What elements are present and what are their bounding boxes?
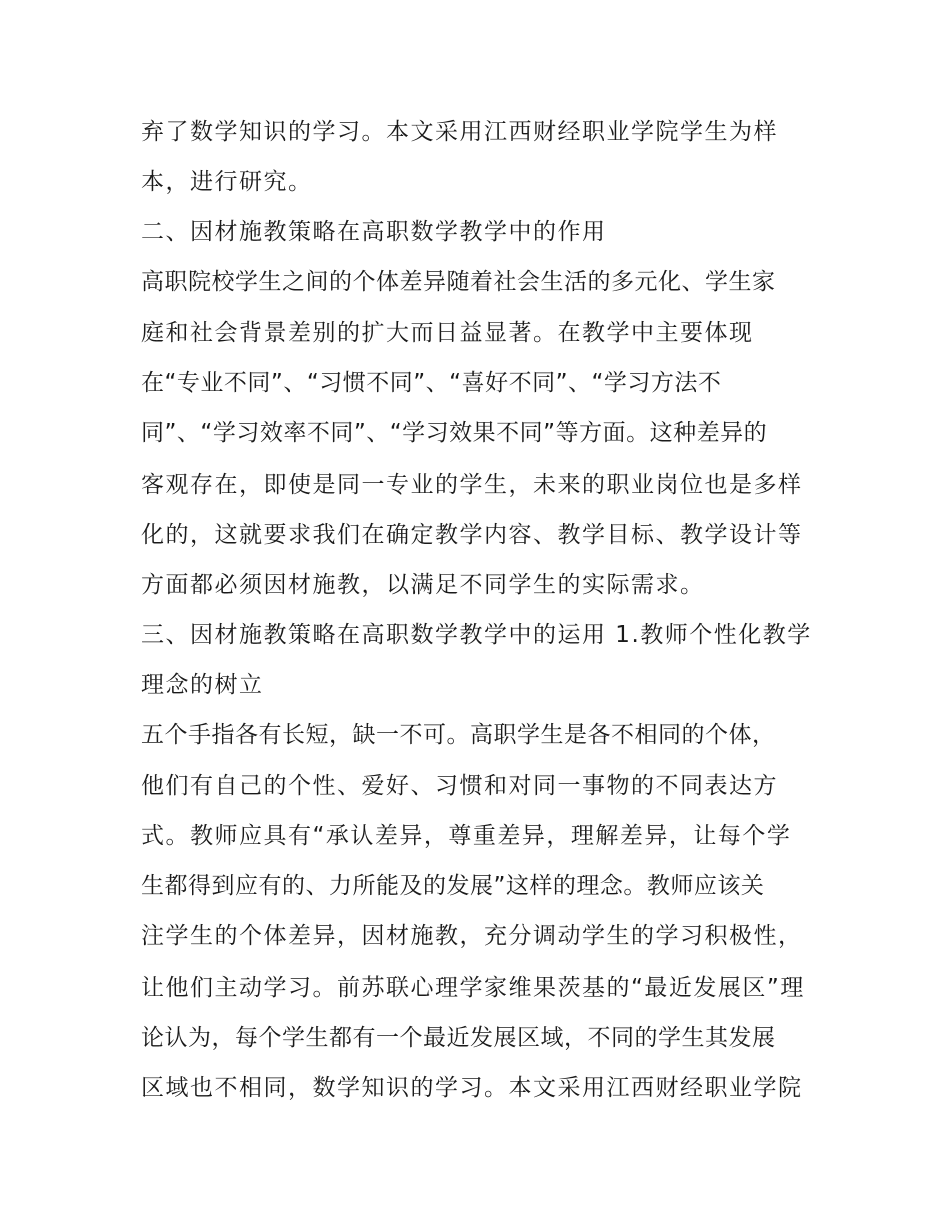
section-heading: 三、因材施教策略在高职数学教学中的运用 1.教师个性化教学 xyxy=(141,622,812,648)
text-line: 五个手指各有长短，缺一不可。高职学生是各不相同的个体， xyxy=(141,722,776,748)
text-line: 生都得到应有的、力所能及的发展”这样的理念。教师应该关 xyxy=(141,873,765,899)
text-line: 同”、“学习效率不同”、“学习效果不同”等方面。这种差异的 xyxy=(141,420,768,446)
text-line: 客观存在，即使是同一专业的学生，未来的职业岗位也是多样 xyxy=(141,472,803,498)
text-line: 论认为，每个学生都有一个最近发展区域，不同的学生其发展 xyxy=(141,1025,776,1051)
text-line: 在“专业不同”、“习惯不同”、“喜好不同”、“学习方法不 xyxy=(141,370,722,396)
text-line: 理念的树立 xyxy=(141,672,264,698)
text-line: 他们有自己的个性、爱好、习惯和对同一事物的不同表达方 xyxy=(141,773,778,799)
text-line: 化的，这就要求我们在确定教学内容、教学目标、教学设计等 xyxy=(141,522,803,548)
text-line: 弃了数学知识的学习。本文采用江西财经职业学院学生为样 xyxy=(141,119,778,145)
text-line: 本，进行研究。 xyxy=(141,169,313,195)
text-line: 高职院校学生之间的个体差异随着社会生活的多元化、学生家 xyxy=(141,269,776,295)
text-line: 让他们主动学习。前苏联心理学家维果茨基的“最近发展区”理 xyxy=(141,975,805,1001)
text-line: 区域也不相同，数学知识的学习。本文采用江西财经职业学院 xyxy=(141,1075,803,1101)
section-heading: 二、因材施教策略在高职数学教学中的作用 xyxy=(141,219,607,245)
text-line: 方面都必须因材施教，以满足不同学生的实际需求。 xyxy=(141,572,705,598)
text-line: 式。教师应具有“承认差异，尊重差异，理解差异，让每个学 xyxy=(141,823,792,849)
text-line: 注学生的个体差异，因材施教，充分调动学生的学习积极性， xyxy=(141,923,803,949)
text-line: 庭和社会背景差别的扩大而日益显著。在教学中主要体现 xyxy=(141,320,754,346)
